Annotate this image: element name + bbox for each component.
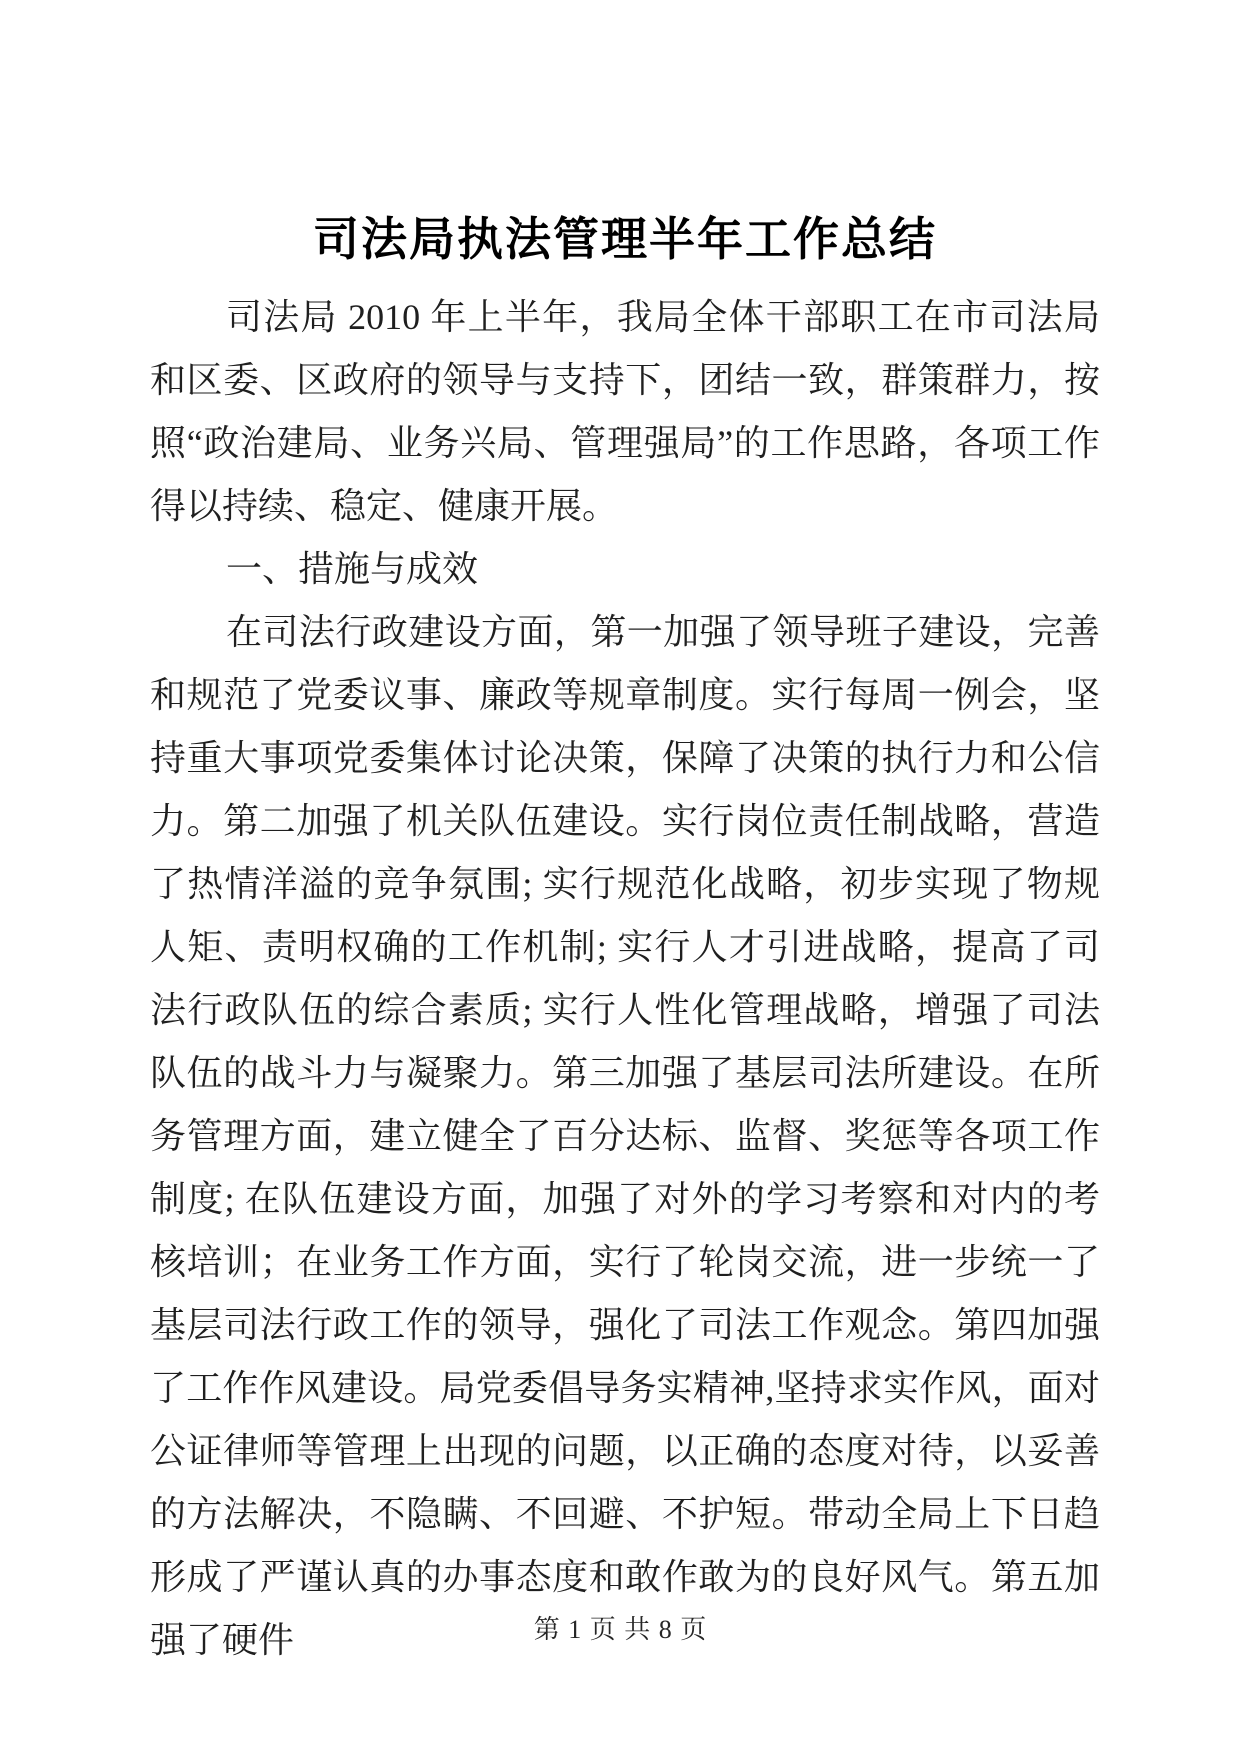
page-footer	[0, 1612, 1241, 1648]
paragraph-intro: 司法局 2010 年上半年，我局全体干部职工在市司法局和区委、区政府的领导与支持下，团结一致，群策群力，按照“政治建局、业务兴局、管理强局”的工作思路，各项工作得以持续、稳定、健康开展。	[150, 297, 1100, 526]
section-heading-measures-and-results: 一、措施与成效	[226, 549, 479, 589]
paragraph-measures-detail: 在司法行政建设方面，第一加强了领导班子建设，完善和规范了党委议事、廉政等规章制度。实行每周一例会，坚持重大事项党委集体讨论决策，保障了决策的执行力和公信力。第二加强了机关队伍建设。实行岗位责任制战略，营造了热情洋溢的竞争氛围; 实行规范化战略，初步实现了物规人矩、责明权确的工作机制; 实行人才引进战略，提高了司法行政队伍的综合素质; 实行人性化管理战略，增强了司法队伍的战斗力与凝聚力。第三加强了基层司法所建设。在所务管理方面，建立健全了百分达标、监督、奖惩等各项工作制度; 在队伍建设方面，加强了对外的学习考察和对内的考核培训；在业务工作方面，实行了轮岗交流，进一步统一了基层司法行政工作的领导，强化了司法工作观念。第四加强了工作作风建设。局党委倡导务实精神,坚持求实作风，面对公证律师等管理上出现的问题，以正确的态度对待，以妥善的方法解决，不隐瞒、不回避、不护短。带动全局上下日趋形成了严谨认真的办事态度和敢作敢为的良好风气。第五加强了硬件	[150, 612, 1100, 1660]
document-body	[150, 286, 1100, 1672]
document-title: 司法局执法管理半年工作总结	[313, 214, 937, 265]
page-number-label: 第 1 页 共 8 页	[533, 1615, 708, 1644]
